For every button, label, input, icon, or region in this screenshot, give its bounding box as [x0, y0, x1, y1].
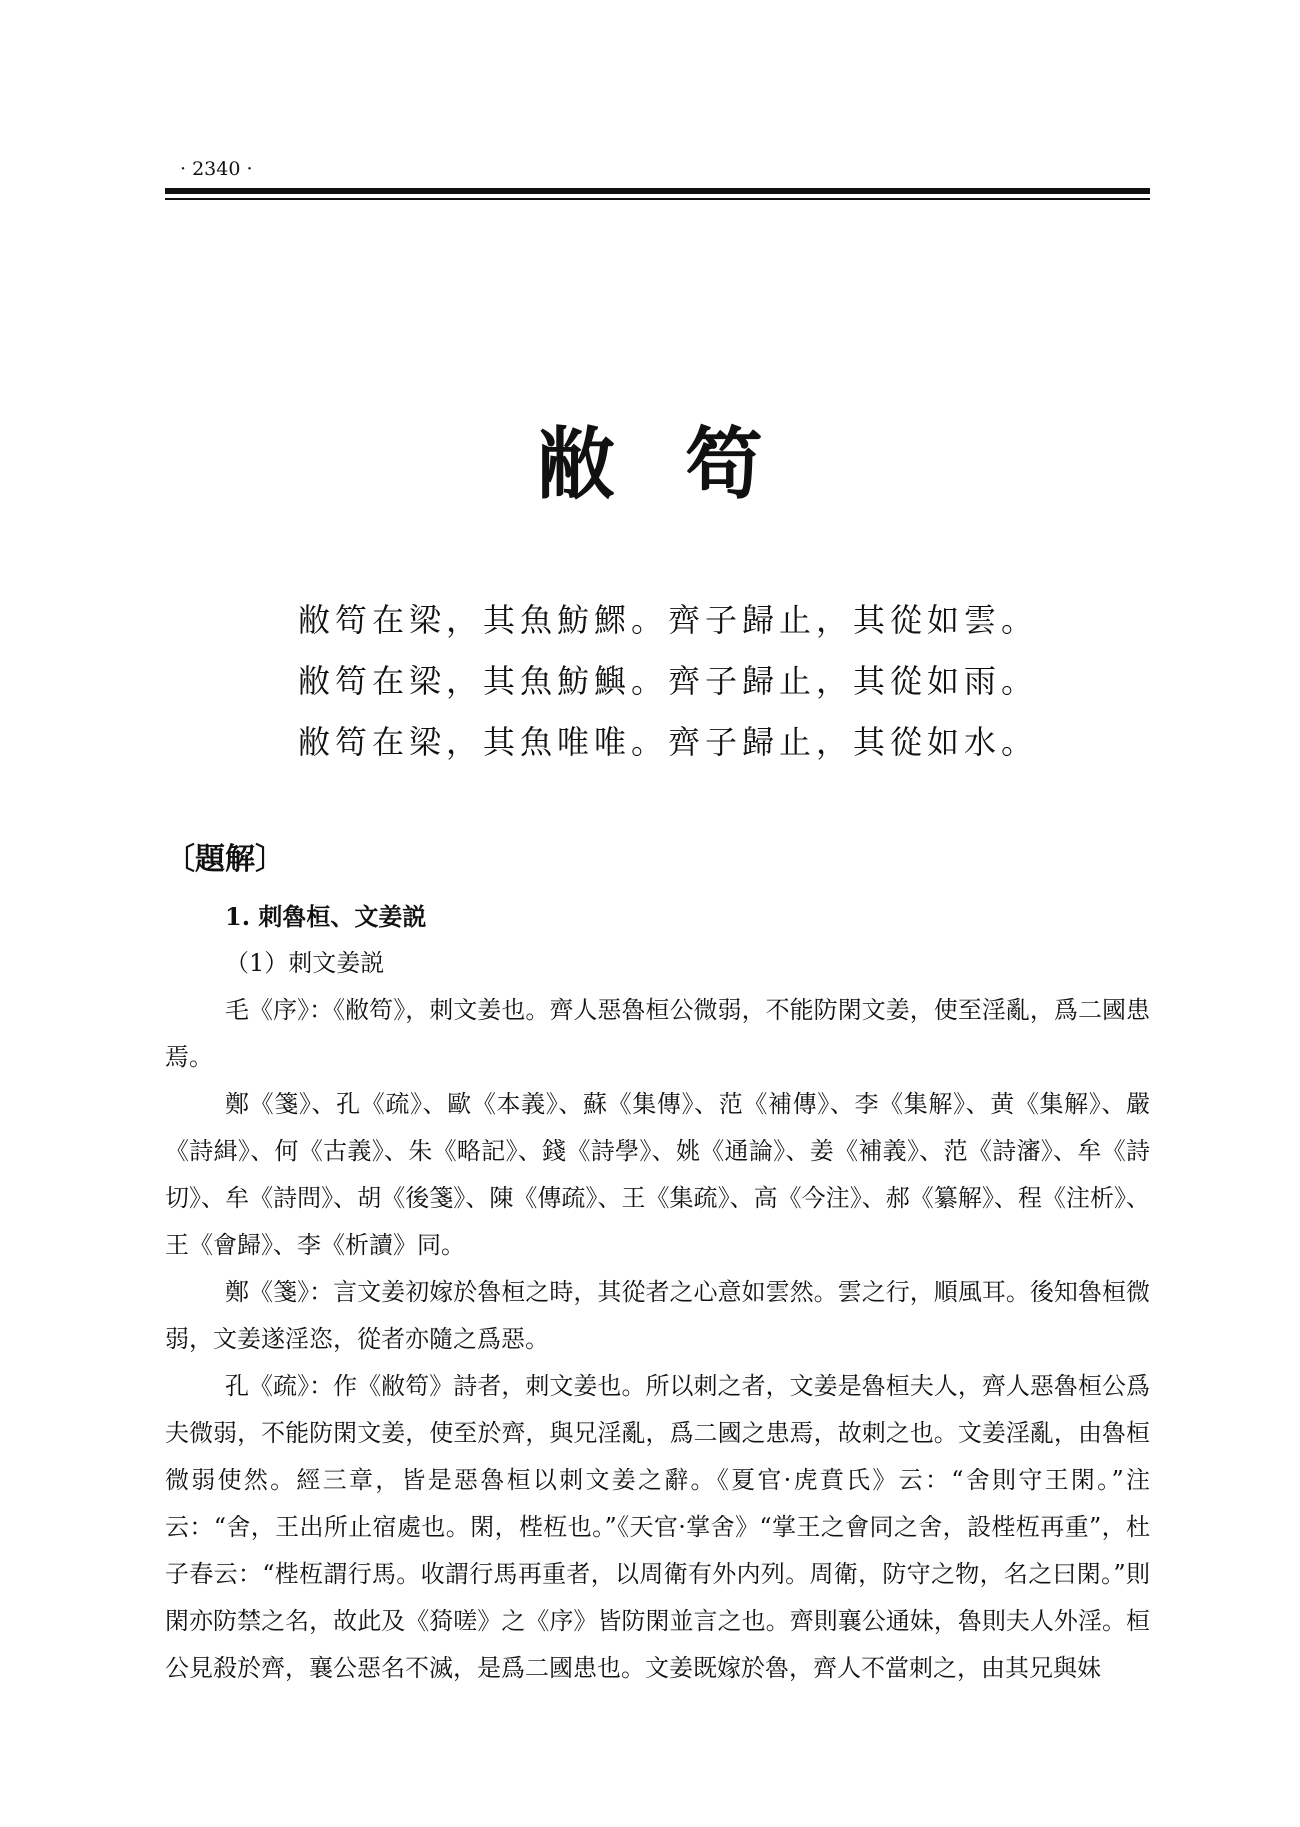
header-rule-thick [165, 188, 1150, 194]
header-rule-thin [165, 198, 1150, 200]
paragraph: 孔《疏》：作《敝笱》詩者，刺文姜也。所以刺之者，文姜是魯桓夫人，齊人惡魯桓公爲夫微弱，不能防閑文姜，使至於齊，與兄淫亂，爲二國之患焉，故刺之也。文姜淫亂，由魯桓微弱使然。經三章，皆是惡魯桓以刺文姜之辭。《夏官·虎賁氏》云：“舍則守王閑。”注云：“舍，王出所止宿處也。閑，梐枑也。”《天官·掌舍》“掌王之會同之舍，設梐枑再重”，杜子春云：“梐枑謂行馬。收謂行馬再重者，以周衛有外内列。周衛，防守之物，名之曰閑。”則閑亦防禁之名，故此及《猗嗟》之《序》皆防閑並言之也。齊則襄公通妹，魯則夫人外淫。桓公見殺於齊，襄公惡名不滅，是爲二國患也。文姜既嫁於魯，齊人不當刺之，由其兄與妹 [165, 1372, 1150, 1682]
paragraph: 鄭《箋》、孔《疏》、歐《本義》、蘇《集傳》、范《補傳》、李《集解》、黄《集解》、嚴《詩緝》、何《古義》、朱《略記》、錢《詩學》、姚《通論》、姜《補義》、范《詩瀋》、牟《詩切》、牟《詩問》、胡《後箋》、陳《傳疏》、王《集疏》、高《今注》、郝《纂解》、程《注析》、王《會歸》、李《析讀》同。 [165, 1090, 1150, 1259]
commentary-body [165, 893, 1150, 1692]
subheading: 1. 刺魯桓、文姜説 [225, 902, 427, 931]
sub-subheading: （1）刺文姜説 [225, 949, 385, 977]
poem-title: 敝笱 [536, 419, 833, 510]
paragraph: 鄭《箋》：言文姜初嫁於魯桓之時，其從者之心意如雲然。雲之行，順風耳。後知魯桓微弱，文姜遂淫恣，從者亦隨之爲惡。 [165, 1278, 1150, 1353]
section-heading: 〔題解〕 [165, 842, 285, 877]
poem-line: 敝笱在梁，其魚唯唯。齊子歸止，其從如水。 [298, 723, 1039, 761]
poem-text [298, 590, 1038, 773]
poem-line: 敝笱在梁，其魚魴鱮。齊子歸止，其從如雨。 [298, 662, 1039, 700]
paragraph: 毛《序》：《敝笱》，刺文姜也。齊人惡魯桓公微弱，不能防閑文姜，使至淫亂，爲二國患焉。 [165, 996, 1150, 1071]
page-number: · 2340 · [180, 158, 253, 180]
poem-line: 敝笱在梁，其魚魴鰥。齊子歸止，其從如雲。 [298, 601, 1039, 639]
